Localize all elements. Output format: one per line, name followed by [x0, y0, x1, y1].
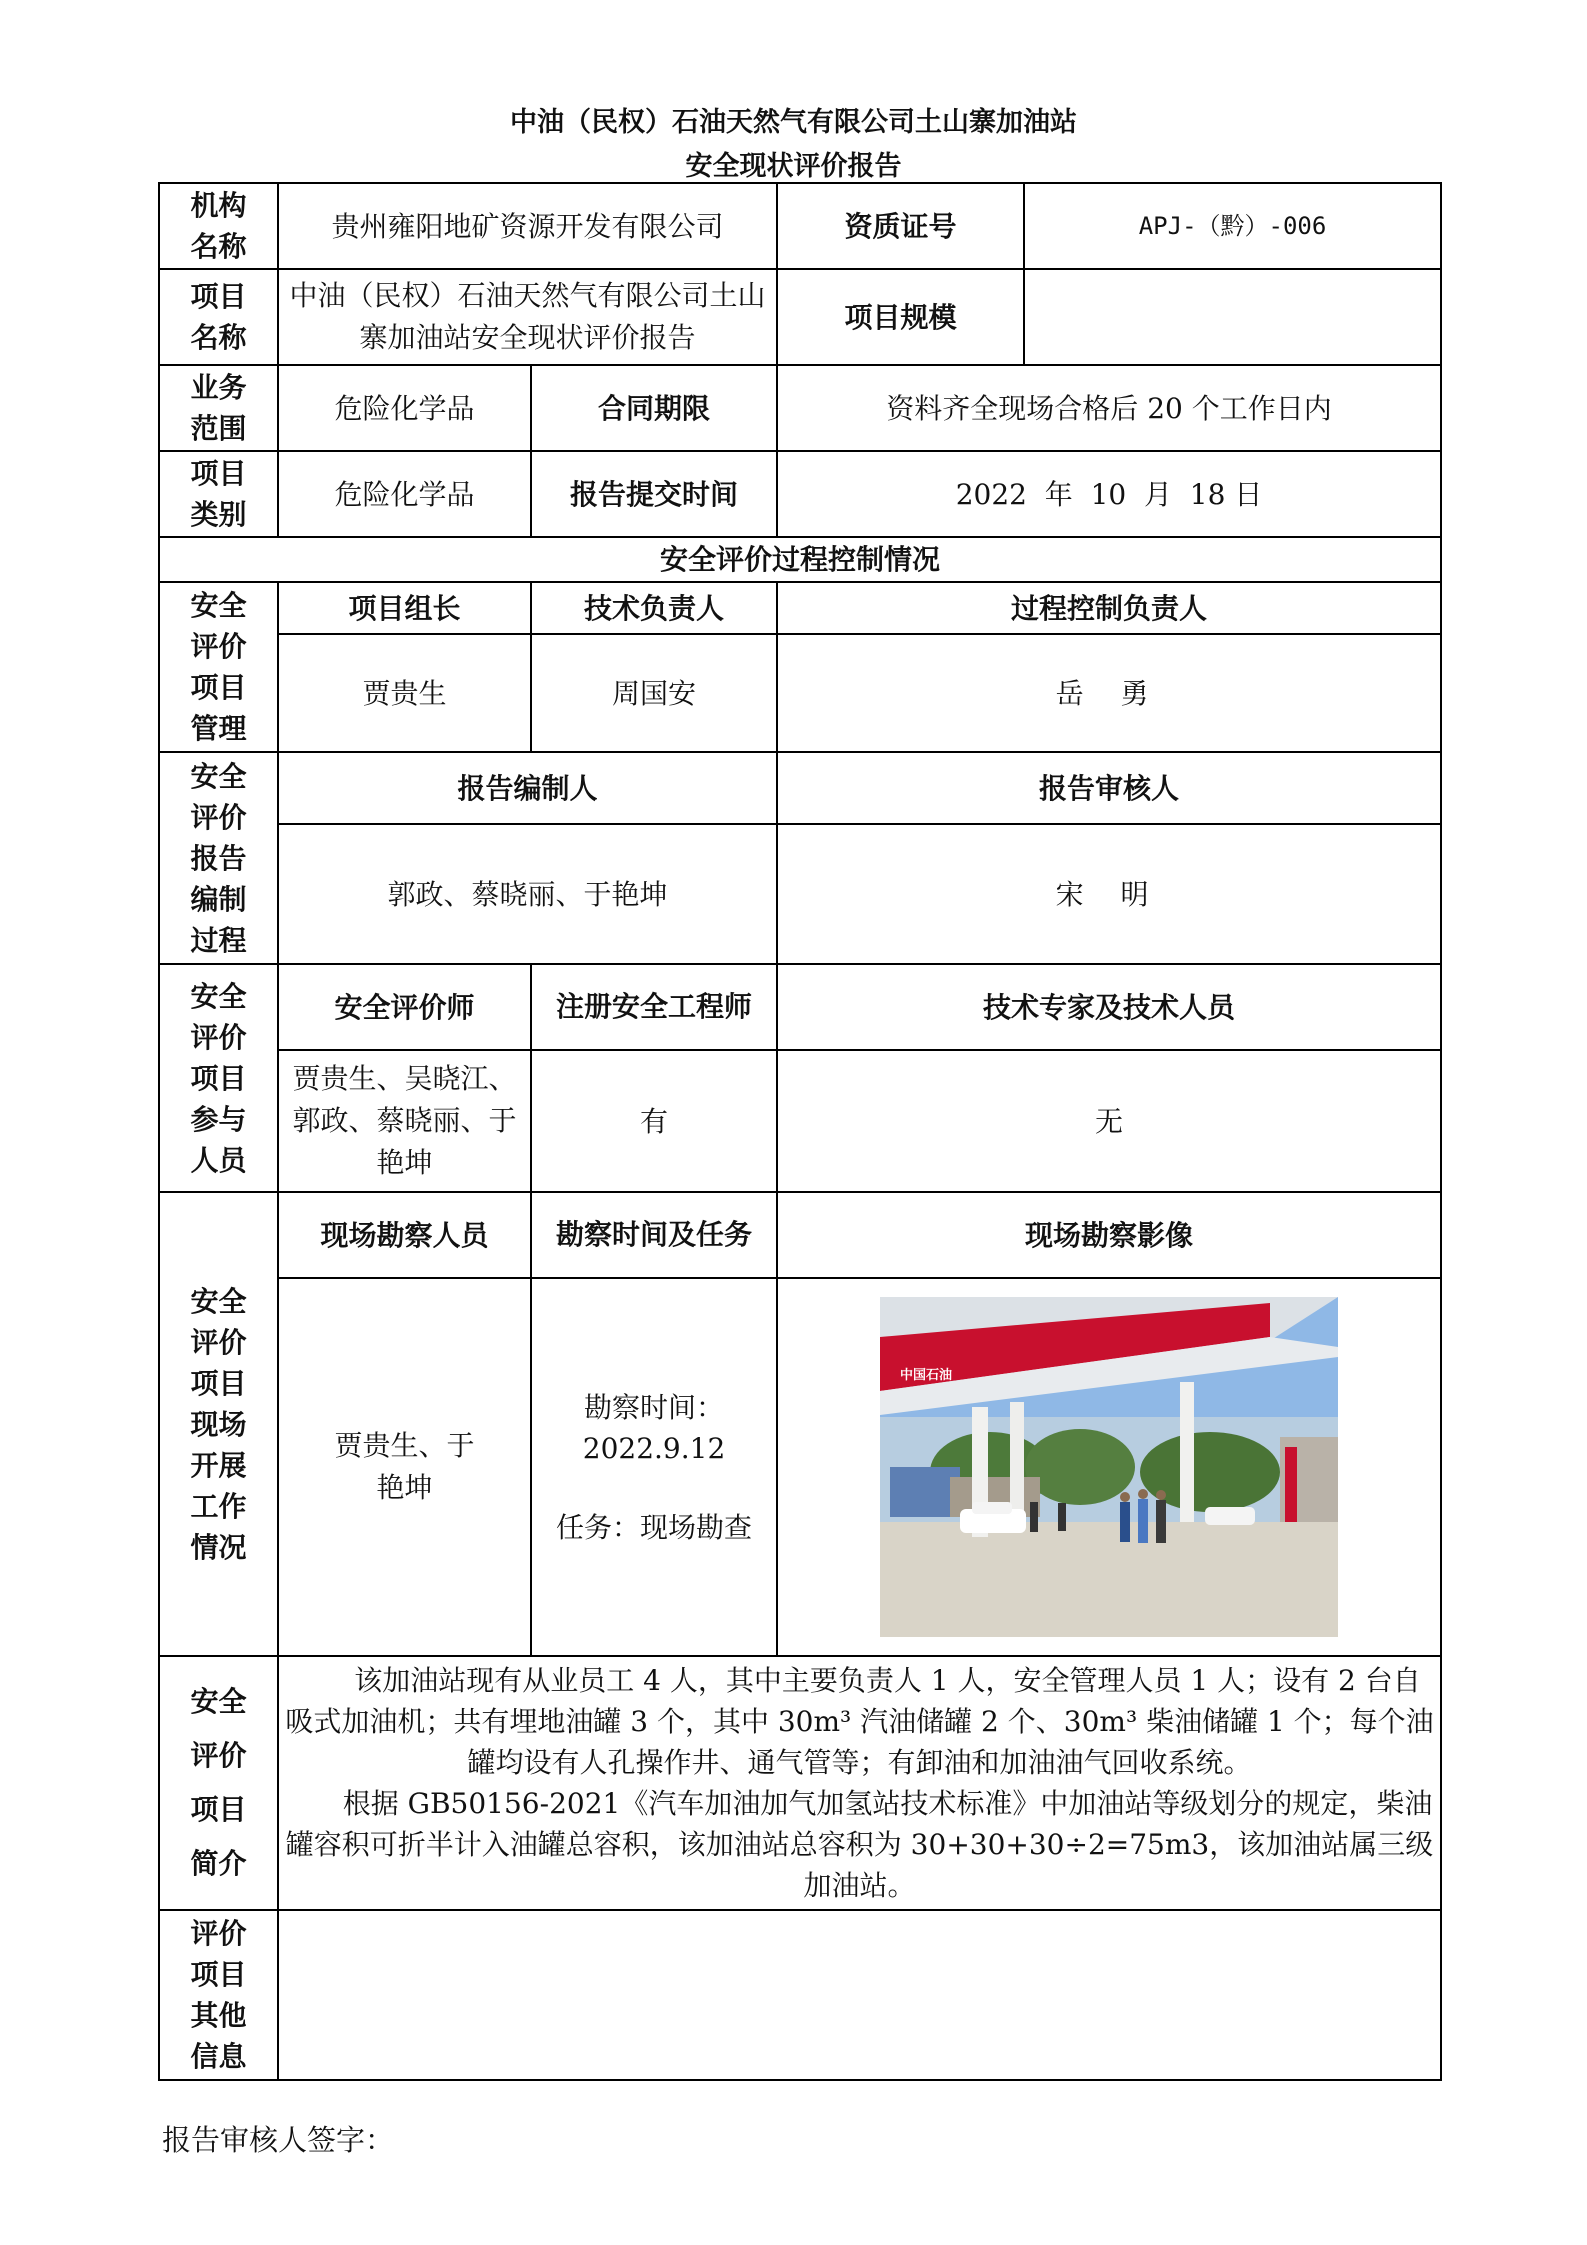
- intro-paragraph-1: 该加油站现有从业员工 4 人，其中主要负责人 1 人，安全管理人员 1 人；设有 2 台自吸式加油机；共有埋地油罐 3 个，其中 30m³ 汽油储罐 2 个、30m³ 柴油储罐 1 个；每个油罐均设有人孔操作井、通气管等；有卸油和加油油气回收系统。: [285, 1664, 1434, 1779]
- label-project-category: 项目 类别: [159, 451, 278, 537]
- label-management: 安全 评价 项目 管理: [159, 582, 278, 752]
- label-compilation: 安全 评价 报告 编制 过程: [159, 752, 278, 964]
- label-contract-period: 合同期限: [531, 365, 777, 451]
- label-field-staff: 现场勘察人员: [278, 1192, 531, 1278]
- project-category-value: 危险化学品: [278, 451, 531, 537]
- label-survey-time-task: 勘察时间及任务: [531, 1192, 777, 1278]
- label-qualification-no: 资质证号: [777, 183, 1024, 269]
- photo-canopy-sign: 中国石油: [900, 1368, 953, 1383]
- org-name-value: 贵州雍阳地矿资源开发有限公司: [278, 183, 777, 269]
- reviewer-signature-label: 报告审核人签字：: [162, 2123, 395, 2157]
- survey-info: [531, 1278, 777, 1656]
- label-team-leader: 项目组长: [278, 582, 531, 634]
- label-fieldwork: 安全 评价 项目 现场 开展 工作 情况: [159, 1192, 278, 1656]
- label-experts: 技术专家及技术人员: [777, 964, 1441, 1050]
- label-other-info: 评价 项目 其他 信息: [159, 1910, 278, 2080]
- team-leader-value: 贾贵生: [278, 634, 531, 752]
- label-business-scope: 业务 范围: [159, 365, 278, 451]
- evaluators-value: 贾贵生、吴晓江、郭政、蔡晓丽、于艳坤: [278, 1050, 531, 1192]
- project-scale-value: [1024, 269, 1441, 365]
- field-photo-cell: [777, 1278, 1441, 1656]
- label-report-reviewer: 报告审核人: [777, 752, 1441, 824]
- intro-text: [278, 1656, 1441, 1910]
- survey-date: 2022.9.12: [582, 1431, 726, 1465]
- label-participants: 安全 评价 项目 参与 人员: [159, 964, 278, 1192]
- reg-engineer-value: 有: [531, 1050, 777, 1192]
- gas-station-photo: [880, 1297, 1338, 1637]
- label-tech-lead: 技术负责人: [531, 582, 777, 634]
- label-reg-engineer: 注册安全工程师: [531, 964, 777, 1050]
- label-project-scale: 项目规模: [777, 269, 1024, 365]
- project-name-value: 中油（民权）石油天然气有限公司土山寨加油站安全现状评价报告: [278, 269, 777, 365]
- process-lead-value: 岳 勇: [777, 634, 1441, 752]
- label-org-name: 机构 名称: [159, 183, 278, 269]
- doc-title-line1: 中油（民权）石油天然气有限公司土山寨加油站: [510, 107, 1077, 138]
- survey-task: 任务：现场勘查: [556, 1510, 753, 1544]
- business-scope-value: 危险化学品: [278, 365, 531, 451]
- label-intro: 安全 评价 项目 简介: [159, 1656, 278, 1910]
- tech-lead-value: 周国安: [531, 634, 777, 752]
- qualification-no-value: APJ-（黔）-006: [1024, 183, 1441, 269]
- label-report-author: 报告编制人: [278, 752, 777, 824]
- other-info-value: [278, 1910, 1441, 2080]
- report-table: [158, 182, 1442, 2081]
- label-process-lead: 过程控制负责人: [777, 582, 1441, 634]
- survey-time-label: 勘察时间：: [584, 1390, 725, 1424]
- label-field-images: 现场勘察影像: [777, 1192, 1441, 1278]
- contract-period-value: 资料齐全现场合格后 20 个工作日内: [777, 365, 1441, 451]
- submit-time-value: 2022 年 10 月 18 日: [777, 451, 1441, 537]
- section-process-control: 安全评价过程控制情况: [159, 537, 1441, 582]
- report-reviewer-value: 宋 明: [777, 824, 1441, 964]
- field-staff-value: 贾贵生、于艳坤: [278, 1278, 531, 1656]
- experts-value: 无: [777, 1050, 1441, 1192]
- label-submit-time: 报告提交时间: [531, 451, 777, 537]
- intro-paragraph-2: 根据 GB50156-2021《汽车加油加气加氢站技术标准》中加油站等级划分的规定，柴油罐容积可折半计入油罐总容积，该加油站总容积为 30+30+30÷2=75m3，该加油站属三级加油站。: [285, 1787, 1434, 1902]
- label-project-name: 项目 名称: [159, 269, 278, 365]
- doc-title-line2: 安全现状评价报告: [685, 151, 902, 182]
- label-evaluator: 安全评价师: [278, 964, 531, 1050]
- report-author-value: 郭政、蔡晓丽、于艳坤: [278, 824, 777, 964]
